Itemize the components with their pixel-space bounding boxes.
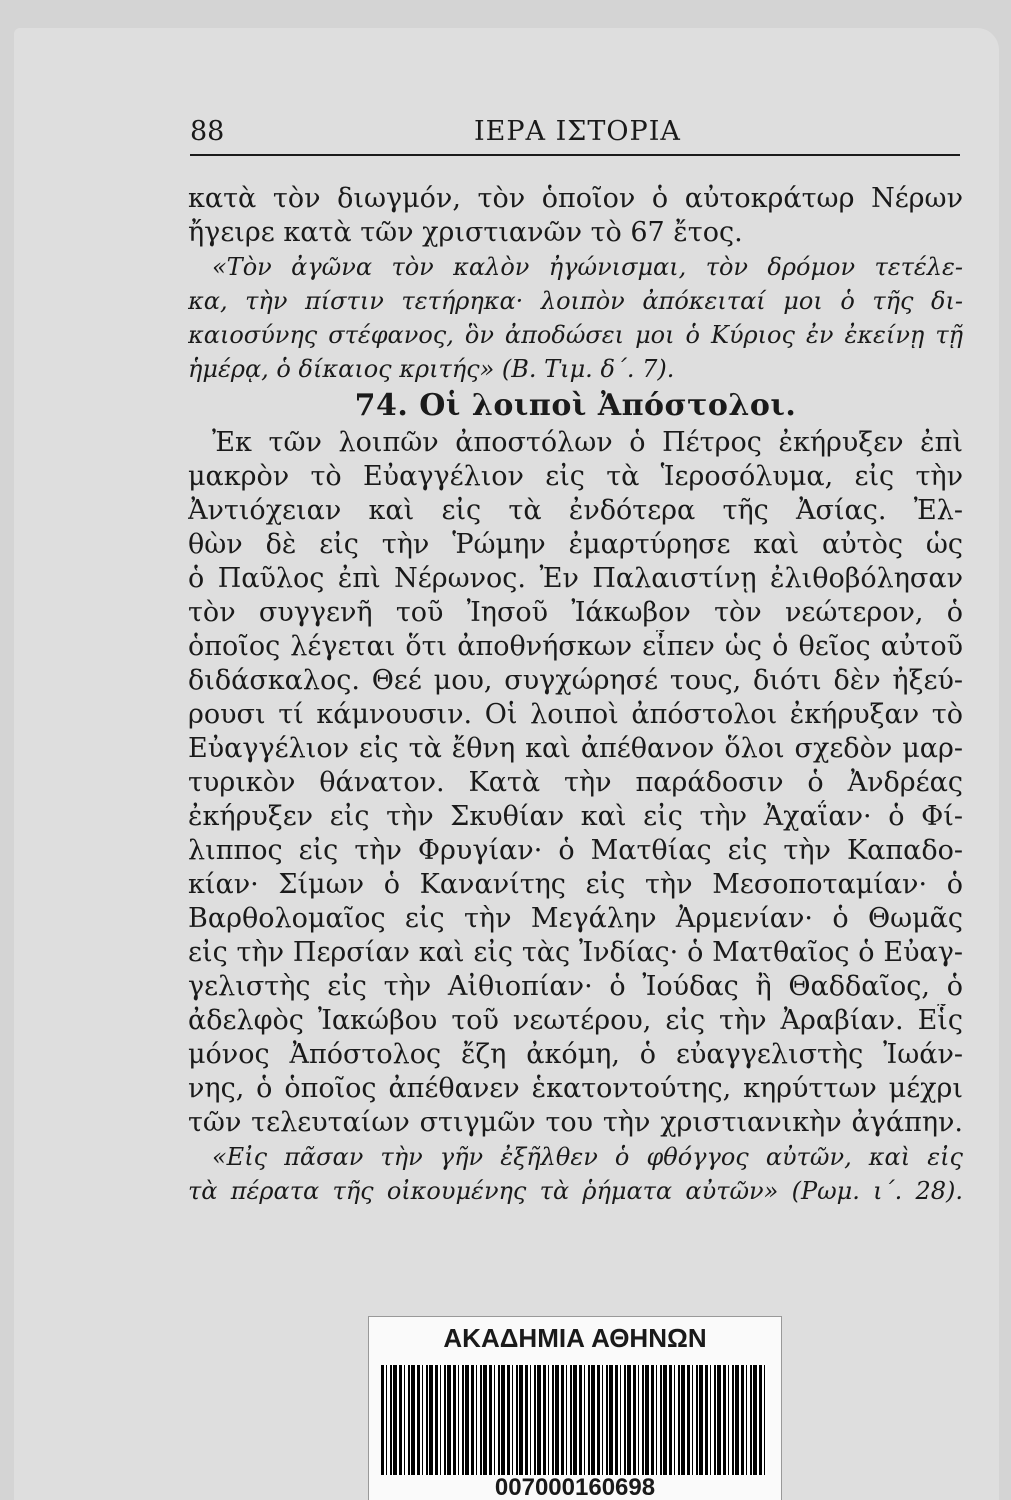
text-line: ρουσι τί κάμνουσιν. Οἱ λοιποὶ ἀπόστολοι ἐκήρυξαν τὸ: [188, 699, 963, 730]
section-heading: 74. Οἱ λοιποὶ Ἀπόστολοι.: [354, 388, 797, 423]
library-name: ΑΚΑΔΗΜΙΑ ΑΘΗΝΩΝ: [443, 1323, 707, 1353]
intro-text: [188, 182, 963, 250]
text-line: μακρὸν τὸ Εὐαγγέλιον εἰς τὰ Ἱεροσόλυμα, εἰς τὴν: [188, 461, 963, 492]
text-line: τὸν συγγενῆ τοῦ Ἰησοῦ Ἰάκωβον τὸν νεώτερον, ὁ: [188, 597, 963, 628]
quote-line: «Εἰς πᾶσαν τὴν γῆν ἐξῆλθεν ὁ φθόγγος αὐτῶν, καὶ εἰς: [212, 1143, 963, 1171]
page-number: 88: [190, 116, 225, 147]
text-line: κατὰ τὸν διωγμόν, τὸν ὁποῖον ὁ αὐτοκράτωρ Νέρων: [188, 183, 963, 214]
text-line: γελιστὴς εἰς τὴν Αἰθιοπίαν· ὁ Ἰούδας ἢ Θαδδαῖος, ὁ: [188, 971, 963, 1002]
quote-romans: [188, 1140, 963, 1208]
quote-line: «Τὸν ἀγῶνα τὸν καλὸν ἠγώνισμαι, τὸν δρόμον τετέλε-: [212, 253, 963, 281]
quote-timothy: [188, 250, 963, 386]
text-line: Εὐαγγέλιον εἰς τὰ ἔθνη καὶ ἀπέθανον ὅλοι σχεδὸν μαρ-: [188, 733, 963, 764]
text-line: μόνος Ἀπόστολος ἔζη ἀκόμη, ὁ εὐαγγελιστὴς Ἰωάν-: [188, 1039, 963, 1070]
barcode-number: 007000160698: [369, 1475, 781, 1500]
text-line: Βαρθολομαῖος εἰς τὴν Μεγάλην Ἀρμενίαν· ὁ Θωμᾶς: [188, 903, 963, 934]
main-paragraph: [188, 426, 963, 1140]
text-line: ὁποῖος λέγεται ὅτι ἀποθνήσκων εἶπεν ὡς ὁ θεῖος αὐτοῦ: [188, 631, 963, 662]
text-line: τυρικὸν θάνατον. Κατὰ τὴν παράδοσιν ὁ Ἀνδρέας: [188, 767, 963, 798]
text-line: εἰς τὴν Περσίαν καὶ εἰς τὰς Ἰνδίας· ὁ Ματθαῖος ὁ Εὐαγ-: [188, 937, 963, 968]
quote-line: ἡμέρᾳ, ὁ δίκαιος κριτής» (Β. Τιμ. δ΄. 7).: [188, 355, 675, 383]
page-body: [188, 182, 963, 1208]
text-line: ὁ Παῦλος ἐπὶ Νέρωνος. Ἐν Παλαιστίνῃ ἐλιθοβόλησαν: [188, 563, 963, 594]
text-line: Ἐκ τῶν λοιπῶν ἀποστόλων ὁ Πέτρος ἐκήρυξεν ἐπὶ: [212, 427, 963, 458]
quote-line: κα, τὴν πίστιν τετήρηκα· λοιπὸν ἀπόκειταί μοι ὁ τῆς δι-: [188, 287, 963, 315]
text-line: Ἀντιόχειαν καὶ εἰς τὰ ἐνδότερα τῆς Ἀσίας. Ἐλ-: [188, 495, 963, 526]
text-line: κίαν· Σίμων ὁ Κανανίτης εἰς τὴν Μεσοποταμίαν· ὁ: [188, 869, 963, 900]
quote-line: καιοσύνης στέφανος, ὃν ἀποδώσει μοι ὁ Κύριος ἐν ἐκείνῃ τῇ: [188, 321, 963, 349]
text-line: ἤγειρε κατὰ τῶν χριστιανῶν τὸ 67 ἔτος.: [188, 217, 743, 248]
text-line: λιππος εἰς τὴν Φρυγίαν· ὁ Ματθίας εἰς τὴν Καπαδο-: [188, 835, 963, 866]
library-barcode-label: [368, 1316, 782, 1500]
header-rule: [190, 154, 960, 156]
text-line: ἀδελφὸς Ἰακώβου τοῦ νεωτέρου, εἰς τὴν Ἀραβίαν. Εἷς: [188, 1005, 963, 1036]
running-title: ΙΕΡΑ ΙΣΤΟΡΙΑ: [474, 116, 681, 147]
page-header: [190, 112, 960, 152]
text-line: νης, ὁ ὁποῖος ἀπέθανεν ἑκατοντούτης, κηρύττων μέχρι: [188, 1073, 963, 1104]
quote-line: τὰ πέρατα τῆς οἰκουμένης τὰ ῥήματα αὐτῶν» (Ρωμ. ι΄. 28).: [188, 1177, 963, 1205]
barcode-graphic: [381, 1365, 767, 1475]
text-line: τῶν τελευταίων στιγμῶν του τὴν χριστιανικὴν ἀγάπην.: [188, 1107, 963, 1138]
text-line: ἐκήρυξεν εἰς τὴν Σκυθίαν καὶ εἰς τὴν Ἀχαΐαν· ὁ Φί-: [188, 801, 963, 832]
text-line: θὼν δὲ εἰς τὴν Ῥώμην ἐμαρτύρησε καὶ αὐτὸς ὡς: [188, 529, 963, 560]
text-line: διδάσκαλος. Θεέ μου, συγχώρησέ τους, διότι δὲν ἠξεύ-: [188, 665, 963, 696]
